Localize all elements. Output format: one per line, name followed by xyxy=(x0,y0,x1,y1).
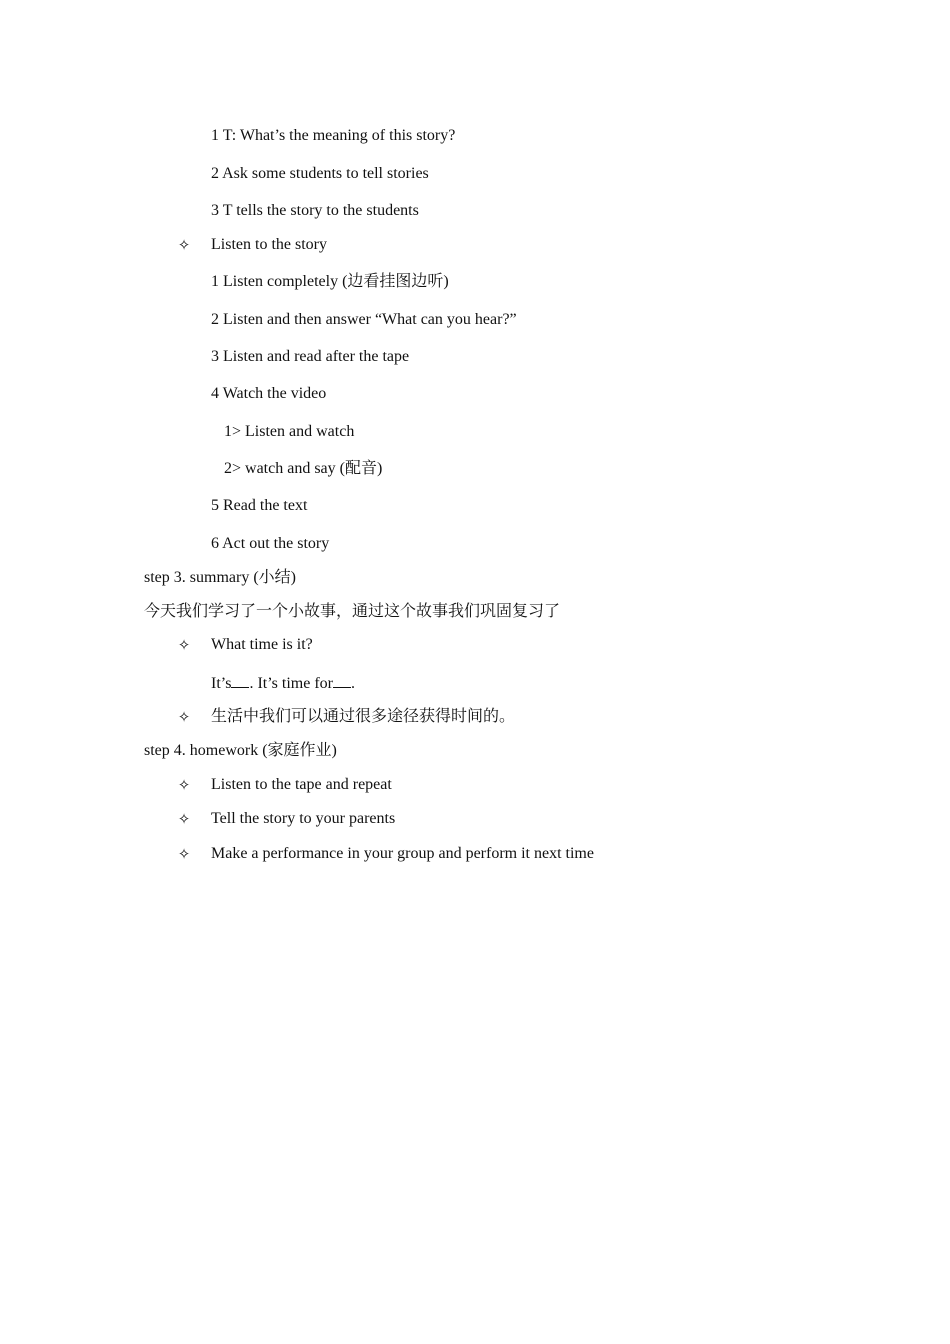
listen-item-3: 3 Listen and read after the tape xyxy=(211,348,410,365)
listen-item-6: 6 Act out the story xyxy=(211,535,330,552)
fill-blank-2 xyxy=(333,673,351,688)
answer-part-1: It’s xyxy=(211,675,232,692)
bullet-icon: ✧ xyxy=(177,636,191,654)
video-subitem-2: 2> watch and say (配音) xyxy=(224,460,383,477)
video-subitem-1: 1> Listen and watch xyxy=(224,423,355,440)
summary-question: What time is it? xyxy=(211,636,313,653)
summary-note: 生活中我们可以通过很多途径获得时间的。 xyxy=(211,708,516,725)
answer-part-3: . xyxy=(351,675,355,692)
listen-item-1: 1 Listen completely (边看挂图边听) xyxy=(211,273,449,290)
bullet-icon: ✧ xyxy=(177,776,191,794)
bullet-icon: ✧ xyxy=(177,810,191,828)
step2-item-1: 1 T: What’s the meaning of this story? xyxy=(211,127,456,144)
homework-item-1: Listen to the tape and repeat xyxy=(211,776,392,793)
summary-answer-pattern xyxy=(211,673,355,694)
bullet-icon: ✧ xyxy=(177,708,191,726)
answer-part-2: . It’s time for xyxy=(249,675,333,692)
summary-text: 今天我们学习了一个小故事，通过这个故事我们巩固复习了 xyxy=(144,603,561,620)
step3-heading: step 3. summary (小结) xyxy=(144,569,296,586)
listen-item-5: 5 Read the text xyxy=(211,497,308,514)
listen-heading: Listen to the story xyxy=(211,236,327,253)
step2-item-2: 2 Ask some students to tell stories xyxy=(211,165,429,182)
bullet-icon: ✧ xyxy=(177,236,191,254)
listen-item-4: 4 Watch the video xyxy=(211,385,327,402)
listen-item-2: 2 Listen and then answer “What can you hear?” xyxy=(211,311,517,328)
homework-item-2: Tell the story to your parents xyxy=(211,810,396,827)
bullet-icon: ✧ xyxy=(177,845,191,863)
step2-item-3: 3 T tells the story to the students xyxy=(211,202,419,219)
step4-heading: step 4. homework (家庭作业) xyxy=(144,742,337,759)
fill-blank-1 xyxy=(231,673,249,688)
homework-item-3: Make a performance in your group and perform it next time xyxy=(211,845,594,862)
